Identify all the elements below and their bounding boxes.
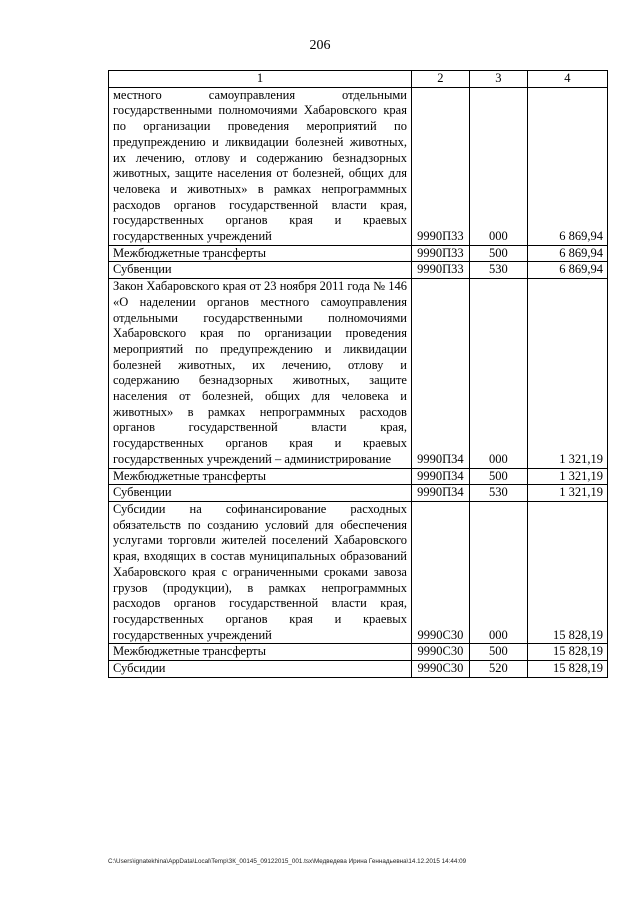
table-row	[109, 468, 608, 485]
footer-file-path: C:\Users\ignatekhina\AppData\Local\Temp\ЗК_00145_09122015_001.tsx\Медведева Ирина Геннадьевна\14.12.2015 14:44:09	[108, 858, 467, 865]
row-expense-type: 000	[469, 501, 527, 643]
row-expense-type: 530	[469, 262, 527, 279]
row-expense-type: 500	[469, 245, 527, 262]
row-description: Субвенции	[109, 262, 412, 279]
row-description: Субвенции	[109, 485, 412, 502]
row-amount: 6 869,94	[527, 245, 607, 262]
row-target-code: 9990П34	[411, 468, 469, 485]
row-description: Межбюджетные трансферты	[109, 245, 412, 262]
header-col-3: 3	[469, 71, 527, 88]
row-target-code: 9990П33	[411, 262, 469, 279]
row-amount: 6 869,94	[527, 87, 607, 245]
row-expense-type: 530	[469, 485, 527, 502]
row-amount: 15 828,19	[527, 501, 607, 643]
row-target-code: 9990С30	[411, 661, 469, 678]
row-target-code: 9990С30	[411, 501, 469, 643]
row-description: Закон Хабаровского края от 23 ноября 2011 года № 146 «О наделении органов местного самоуправления отдельными государственными полномочиями Хабаровского края по организации проведения мероприятий по предупреждению и ликвидации болезней животных, их лечению, отлову и содержанию безнадзорных животных, защите населения от болезней, общих для человека и животных» в рамках непрограммных расходов органов государственной власти края, государственных органов края и краевых государственных учреждений – администрирование	[109, 279, 412, 468]
table-row	[109, 644, 608, 661]
table-row	[109, 279, 608, 468]
row-target-code: 9990П34	[411, 485, 469, 502]
row-description: Межбюджетные трансферты	[109, 644, 412, 661]
row-target-code: 9990С30	[411, 644, 469, 661]
row-expense-type: 500	[469, 468, 527, 485]
header-col-2: 2	[411, 71, 469, 88]
row-amount: 6 869,94	[527, 262, 607, 279]
table-row	[109, 661, 608, 678]
row-expense-type: 000	[469, 87, 527, 245]
row-amount: 15 828,19	[527, 644, 607, 661]
table-row	[109, 87, 608, 245]
row-target-code: 9990П33	[411, 245, 469, 262]
row-target-code: 9990П33	[411, 87, 469, 245]
table-row	[109, 501, 608, 643]
row-description: Межбюджетные трансферты	[109, 468, 412, 485]
row-expense-type: 000	[469, 279, 527, 468]
budget-table	[108, 70, 608, 678]
header-col-4: 4	[527, 71, 607, 88]
row-amount: 1 321,19	[527, 279, 607, 468]
table-row	[109, 485, 608, 502]
row-description: местного самоуправления отдельными государственными полномочиями Хабаровского края по организации проведения мероприятий по предупреждению и ликвидации болезней животных, их лечению, отлову и содержанию безнадзорных животных, защите населения от болезней, общих для человека и животных» в рамках непрограммных расходов органов государственной власти края, государственных органов края и краевых государственных учреждений	[109, 87, 412, 245]
row-expense-type: 500	[469, 644, 527, 661]
row-amount: 1 321,19	[527, 468, 607, 485]
row-amount: 15 828,19	[527, 661, 607, 678]
row-description: Субсидии	[109, 661, 412, 678]
row-expense-type: 520	[469, 661, 527, 678]
table-header-row	[109, 71, 608, 88]
table-row	[109, 245, 608, 262]
page-number: 206	[309, 38, 331, 53]
row-description: Субсидии на софинансирование расходных обязательств по созданию условий для обеспечения услугами торговли жителей поселений Хабаровского края, входящих в состав муниципальных образований Хабаровского края с ограниченными сроками завоза грузов (продукции), в рамках непрограммных расходов органов государственной власти края, государственных органов края и краевых государственных учреждений	[109, 501, 412, 643]
table-row	[109, 262, 608, 279]
row-amount: 1 321,19	[527, 485, 607, 502]
row-target-code: 9990П34	[411, 279, 469, 468]
header-col-1: 1	[109, 71, 412, 88]
